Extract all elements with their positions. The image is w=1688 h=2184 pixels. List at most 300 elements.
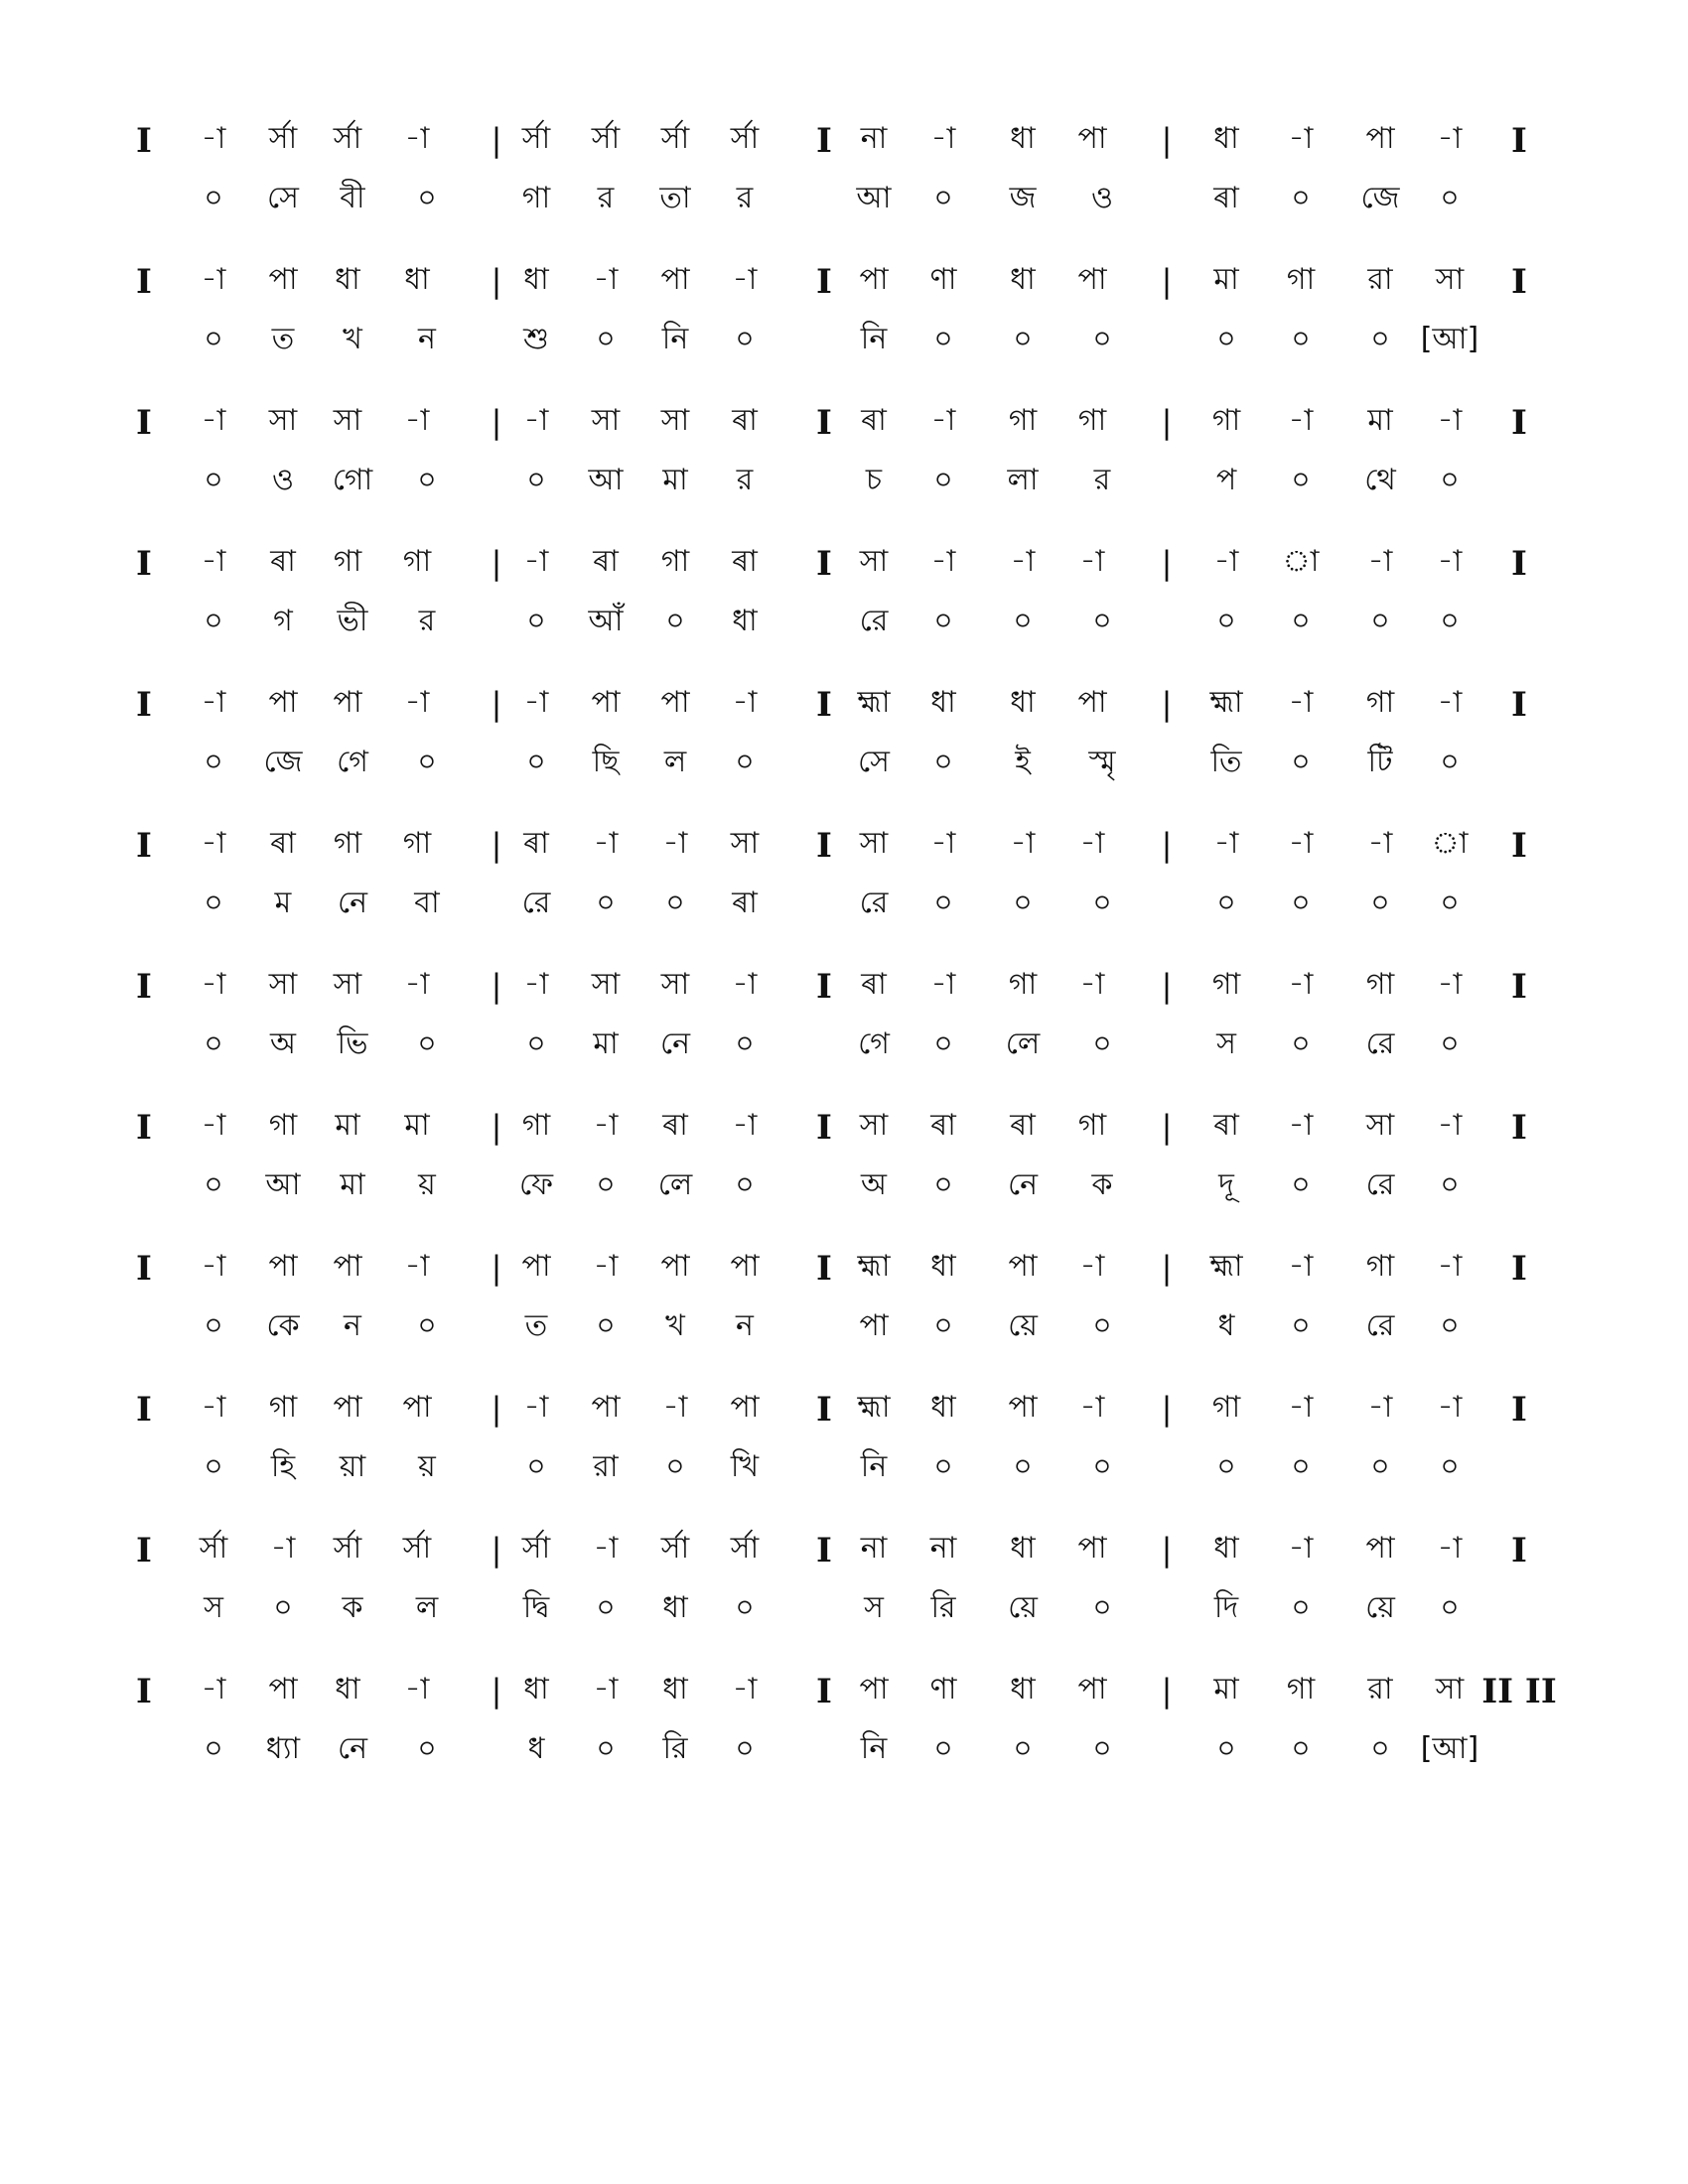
note: -া [404,1672,430,1706]
lyric-syllable: ০ [1291,604,1311,638]
note: -া [1437,1108,1463,1143]
lyric-syllable: নে [1007,1167,1039,1202]
note: ৰা [930,1108,956,1143]
lyric-syllable: ০ [417,463,437,497]
lyric-syllable: চ [865,463,883,497]
lyric-syllable: র [736,181,754,215]
lyric-syllable: ০ [204,1026,223,1061]
note: -া [1437,403,1463,438]
lyric-syllable: ভী [337,604,368,638]
lyric-syllable: ০ [933,604,953,638]
lyric-syllable: মা [340,1167,365,1202]
lyric-syllable: ০ [1092,604,1112,638]
lyric-syllable: ০ [1440,463,1460,497]
bar-line: I [136,967,152,1007]
lyric-syllable: ন [344,1308,361,1343]
bar-line: I [136,121,152,161]
lyric-syllable: ০ [735,1731,755,1766]
lyric-syllable: ক [342,1590,363,1625]
lyric-syllable: রে [1365,1167,1395,1202]
note: -া [1367,1390,1393,1425]
lyric-syllable: ন [736,1308,754,1343]
note: পা [1008,1390,1038,1425]
beat-divider: | [1161,1390,1173,1428]
note: ধা [1213,121,1239,156]
lyric-syllable: লে [1005,1026,1041,1061]
lyric-syllable: নে [337,1731,368,1766]
note: ধা [1010,262,1036,297]
bar-line: I [1511,967,1527,1007]
lyric-syllable: ০ [417,181,437,215]
lyric-syllable: রে [859,886,889,920]
beat-divider: | [491,1672,502,1709]
note: -া [201,403,226,438]
note: সা [268,403,298,438]
bar-line: I [816,685,832,725]
note: মা [1367,403,1393,438]
note: -া [1367,544,1393,579]
lyric-syllable: নি [860,322,888,356]
note: র্সা [333,1531,362,1566]
note: -া [1437,121,1463,156]
beat-divider: | [491,1390,502,1428]
note: ৰা [732,403,758,438]
note: -া [593,262,619,297]
lyric-syllable: গে [337,745,368,779]
note: -া [1288,403,1314,438]
note: র্সা [333,121,362,156]
note: -া [1437,1390,1463,1425]
note: -া [662,1390,688,1425]
note: -া [270,1531,296,1566]
lyric-syllable: ০ [735,745,755,779]
note: সা [859,544,889,579]
note: -া [1288,1108,1314,1143]
note: পা [1077,121,1107,156]
note: -া [1079,826,1105,861]
lyric-syllable: ০ [1440,745,1460,779]
note: -া [930,121,956,156]
lyric-syllable: ০ [735,1026,755,1061]
note: মা [1213,262,1239,297]
lyric-syllable: ০ [596,1590,616,1625]
lyric-syllable: জ [1009,181,1037,215]
lyric-syllable: লে [657,1167,693,1202]
note: -া [523,544,549,579]
bar-line: I [136,1249,152,1289]
note: গা [1365,685,1395,720]
lyric-syllable: ০ [1291,1731,1311,1766]
lyric-syllable: ০ [204,322,223,356]
note: পা [730,1249,760,1284]
lyric-syllable: র [597,181,615,215]
note: মা [404,1108,430,1143]
beat-divider: | [1161,1249,1173,1287]
lyric-syllable: ০ [1440,181,1460,215]
note: ৰা [1010,1108,1036,1143]
note: গা [1211,403,1241,438]
lyric-syllable: ০ [1370,322,1390,356]
bar-line: I [816,403,832,443]
lyric-syllable: ০ [1092,1590,1112,1625]
lyric-syllable: টি [1367,745,1393,779]
lyric-syllable: দূ [1218,1167,1234,1202]
lyric-syllable: মা [662,463,688,497]
lyric-syllable: স্মৃ [1088,745,1116,779]
lyric-syllable: নি [860,1449,888,1484]
beat-divider: | [491,121,502,159]
note: -া [1010,826,1036,861]
lyric-syllable: ০ [596,1731,616,1766]
beat-divider: | [1161,544,1173,582]
bar-line: I [816,1249,832,1289]
note: মা [335,1108,360,1143]
lyric-syllable: ০ [204,745,223,779]
note: র্সা [591,121,621,156]
lyric-syllable: ০ [933,181,953,215]
note: া [1431,826,1469,861]
note: হ্মা [1209,1249,1243,1284]
lyric-syllable: ০ [1291,1590,1311,1625]
note: সা [859,826,889,861]
note: পা [402,1390,432,1425]
note: গা [1008,967,1038,1002]
note: গা [1077,1108,1107,1143]
bar-line: I [1511,262,1527,302]
note: গা [1211,967,1241,1002]
note: ৰা [662,1108,688,1143]
lyric-syllable: ধ [527,1731,545,1766]
note: -া [201,544,226,579]
bar-line: I [816,1672,832,1711]
lyric-syllable: হি [270,1449,296,1484]
bar-line: I [816,1390,832,1430]
bar-line: I [1511,1531,1527,1570]
lyric-syllable: ০ [1370,1449,1390,1484]
note: -া [1288,1531,1314,1566]
lyric-syllable: দ্বি [522,1590,550,1625]
lyric-syllable: মা [593,1026,619,1061]
lyric-syllable: য় [418,1449,436,1484]
note: ধা [523,1672,549,1706]
lyric-syllable: কে [266,1308,300,1343]
note: -া [1437,1531,1463,1566]
lyric-syllable: য়ে [1008,1308,1038,1343]
note: -া [1288,685,1314,720]
lyric-syllable: ০ [273,1590,293,1625]
note: -া [523,967,549,1002]
beat-divider: | [491,967,502,1005]
lyric-syllable: ০ [1440,886,1460,920]
note: -া [1079,967,1105,1002]
note: -া [732,685,758,720]
bar-line: I [816,544,832,584]
note: পা [730,1390,760,1425]
note: রা [1367,1672,1393,1706]
lyric-syllable: নি [860,1731,888,1766]
note: হ্মা [857,1390,891,1425]
lyric-syllable: লা [1007,463,1039,497]
note: -া [201,1108,226,1143]
note: ধা [662,1672,688,1706]
bar-line: I [1511,1390,1527,1430]
lyric-syllable: বী [340,181,365,215]
beat-divider: | [491,1249,502,1287]
note: গা [521,1108,551,1143]
lyric-syllable: ০ [1092,1731,1112,1766]
bar-line: I [136,1531,152,1570]
lyric-syllable: র [418,604,436,638]
beat-divider: | [491,544,502,582]
note: -া [593,1108,619,1143]
lyric-syllable: ০ [417,745,437,779]
lyric-syllable: ই [1015,745,1031,779]
note: না [860,1531,888,1566]
note: র্সা [521,1531,551,1566]
lyric-syllable: আ [588,463,624,497]
note: ধা [523,262,549,297]
note: -া [1079,1249,1105,1284]
lyric-syllable: ধ্যা [265,1731,301,1766]
beat-divider: | [491,1531,502,1569]
lyric-syllable: ০ [665,886,685,920]
lyric-syllable: ধা [662,1590,688,1625]
lyric-syllable: স [1216,1026,1236,1061]
bar-line: I [1511,1249,1527,1289]
note: -া [930,826,956,861]
note: -া [201,967,226,1002]
lyric-syllable: ০ [933,886,953,920]
beat-divider: | [1161,826,1173,864]
lyric-syllable: খি [730,1449,760,1484]
lyric-syllable: ০ [526,463,546,497]
lyric-syllable: র [736,463,754,497]
bar-line: I [816,967,832,1007]
lyric-syllable: ০ [204,1449,223,1484]
lyric-syllable: ০ [1370,604,1390,638]
lyric-syllable: রে [1365,1308,1395,1343]
lyric-syllable: ০ [204,463,223,497]
note: -া [1437,685,1463,720]
note: পা [660,685,690,720]
lyric-syllable: ০ [1291,1167,1311,1202]
note: গা [660,544,690,579]
note: গা [1211,1390,1241,1425]
lyric-syllable: ০ [735,1167,755,1202]
lyric-syllable: ফে [518,1167,554,1202]
note: সা [859,1108,889,1143]
beat-divider: | [1161,403,1173,441]
note: গা [1286,262,1316,297]
lyric-syllable: ০ [933,1026,953,1061]
note: ৰা [1213,1108,1239,1143]
note: ধা [404,262,430,297]
note: গা [1008,403,1038,438]
lyric-syllable: ৰা [732,886,758,920]
lyric-syllable: ০ [933,1449,953,1484]
note: ৰা [270,544,296,579]
note: র্সা [521,121,551,156]
lyric-syllable: ০ [1092,1449,1112,1484]
note: সা [660,967,690,1002]
note: -া [404,121,430,156]
bar-line: I [1511,544,1527,584]
note: -া [201,121,226,156]
note: গা [402,544,432,579]
lyric-syllable: ০ [1291,1449,1311,1484]
beat-divider: | [491,403,502,441]
note: র্সা [402,1531,432,1566]
note: পা [1008,1249,1038,1284]
note: -া [1079,1390,1105,1425]
lyric-syllable: ০ [204,1731,223,1766]
lyric-syllable: খ [343,322,362,356]
lyric-syllable: নে [337,886,368,920]
note: র্সা [199,1531,228,1566]
note: -া [1367,826,1393,861]
lyric-syllable: রা [593,1449,619,1484]
lyric-syllable: স [864,1590,884,1625]
lyric-syllable: তি [1210,745,1242,779]
lyric-syllable: সে [267,181,299,215]
note: -া [1288,1390,1314,1425]
beat-divider: | [1161,1672,1173,1709]
lyric-syllable: পা [859,1308,889,1343]
lyric-syllable: ০ [1013,1731,1033,1766]
lyric-syllable: ০ [1440,1167,1460,1202]
note: সা [333,967,362,1002]
bar-line: I [1511,685,1527,725]
note: -া [201,262,226,297]
lyric-syllable: ০ [1216,886,1236,920]
note: -া [523,1390,549,1425]
lyric-syllable: ০ [204,604,223,638]
lyric-syllable: ০ [735,322,755,356]
lyric-syllable: ০ [1216,1449,1236,1484]
lyric-syllable: ০ [1216,604,1236,638]
note: ধা [1213,1531,1239,1566]
note: -া [1288,1249,1314,1284]
lyric-syllable: অ [861,1167,887,1202]
lyric-syllable: [আ] [1420,322,1479,356]
note: -া [1010,544,1036,579]
note: পা [1077,1672,1107,1706]
note: ধা [335,1672,360,1706]
note: -া [404,967,430,1002]
bar-line: I [816,262,832,302]
note: -া [523,685,549,720]
lyric-syllable: ০ [1216,1731,1236,1766]
lyric-syllable: ০ [1092,886,1112,920]
bar-line: I [136,1108,152,1148]
note: পা [1365,121,1395,156]
beat-divider: | [1161,967,1173,1005]
note: ৰা [523,826,549,861]
note: ধা [1010,685,1036,720]
note: পা [521,1249,551,1284]
lyric-syllable: গা [521,181,551,215]
bar-line: I [816,826,832,866]
lyric-syllable: ০ [933,322,953,356]
note: সা [1435,1672,1465,1706]
lyric-syllable: ধ [1217,1308,1235,1343]
lyric-syllable: ০ [1291,745,1311,779]
lyric-syllable: অ [270,1026,296,1061]
note: -া [201,826,226,861]
lyric-syllable: ০ [526,604,546,638]
lyric-syllable: ধা [732,604,758,638]
bar-line: I [136,403,152,443]
note: -া [201,1249,226,1284]
lyric-syllable: বা [414,886,440,920]
note: পা [660,1249,690,1284]
note: -া [930,967,956,1002]
lyric-syllable: ০ [204,1167,223,1202]
note: পা [1077,262,1107,297]
lyric-syllable: ক [1091,1167,1113,1202]
note: ৰা [732,544,758,579]
note: ধা [1010,1531,1036,1566]
note: ধা [930,1390,956,1425]
lyric-syllable: ০ [1092,1308,1112,1343]
bar-line: I [136,1672,152,1711]
note: সা [333,403,362,438]
lyric-syllable: য়া [339,1449,366,1484]
bar-line: I [136,544,152,584]
beat-divider: | [491,262,502,300]
lyric-syllable: ০ [204,886,223,920]
lyric-syllable: ম [274,886,292,920]
beat-divider: | [1161,1108,1173,1146]
note: গা [1365,1249,1395,1284]
lyric-syllable: শু [523,322,549,356]
lyric-syllable: [আ] [1420,1731,1479,1766]
lyric-syllable: স [204,1590,223,1625]
note: না [860,121,888,156]
note: -া [732,967,758,1002]
lyric-syllable: ০ [1291,1026,1311,1061]
lyric-syllable: ০ [1092,322,1112,356]
lyric-syllable: ০ [596,886,616,920]
note: সা [591,403,621,438]
lyric-syllable: ০ [526,1449,546,1484]
note: া [1282,544,1320,579]
note: পা [268,1672,298,1706]
lyric-syllable: ০ [596,1167,616,1202]
bar-line: I [1511,121,1527,161]
note: -া [404,1249,430,1284]
bar-line: I [136,826,152,866]
note: পা [268,262,298,297]
note: সা [268,967,298,1002]
note: -া [201,1672,226,1706]
note: ৰা [593,544,619,579]
lyric-syllable: প [1215,463,1237,497]
note: গা [333,544,362,579]
note: ৰা [861,967,887,1002]
lyric-syllable: ০ [1013,886,1033,920]
note: না [929,1531,957,1566]
note: -া [201,1390,226,1425]
lyric-syllable: নি [661,322,689,356]
bar-line: I [1511,826,1527,866]
lyric-syllable: খ [665,1308,685,1343]
note: ণা [929,262,957,297]
note: পা [591,1390,621,1425]
lyric-syllable: আঁ [588,604,624,638]
note: র্সা [660,1531,690,1566]
lyric-syllable: ০ [526,1026,546,1061]
